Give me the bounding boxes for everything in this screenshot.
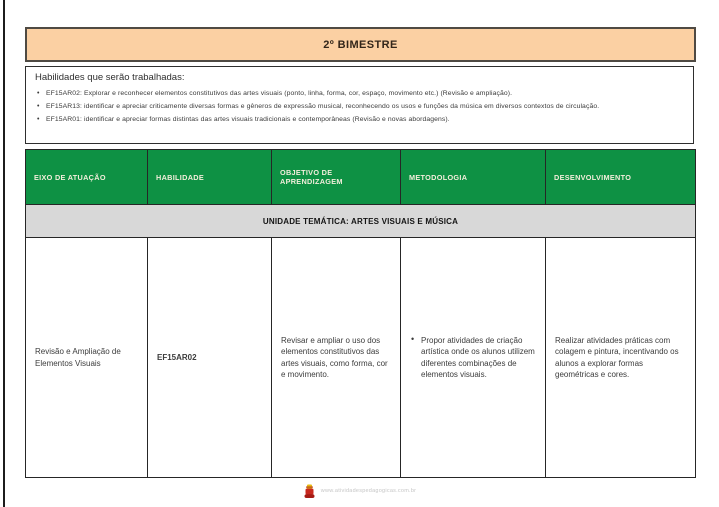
page-edge-line	[3, 0, 5, 507]
skills-section	[25, 66, 694, 144]
column-header-habilidade: HABILIDADE	[148, 150, 272, 205]
publisher-logo-icon	[303, 484, 316, 499]
column-header-objetivo: OBJETIVO DE APRENDIZAGEM	[272, 150, 401, 205]
footer-watermark	[0, 483, 719, 499]
thematic-unit-row: UNIDADE TEMÁTICA: ARTES VISUAIS E MÚSICA	[26, 205, 695, 238]
cell-metodologia-bullet: • Propor atividades de criação artística onde os alunos utilizem diferentes combinações de elementos visuais.	[410, 335, 536, 381]
skill-item: • EF15AR02: Explorar e reconhecer elementos constitutivos das artes visuais (ponto, linha, forma, cor, espaço, movimento etc.) (Revisão e ampliação).	[35, 87, 684, 100]
planning-table	[25, 149, 696, 478]
skills-heading: Habilidades que serão trabalhadas:	[35, 72, 185, 83]
cell-habilidade	[148, 238, 272, 477]
watermark-text: www.atividadespedagogicas.com.br	[320, 488, 417, 494]
column-header-metodologia: METODOLOGIA	[401, 150, 546, 205]
cell-objetivo-text: Revisar e ampliar o uso dos elementos constitutivos das artes visuais, como forma, cor e movimento.	[281, 335, 388, 379]
bimester-title: 2º BIMESTRE	[323, 38, 398, 51]
skill-item: • EF15AR13: identificar e apreciar criticamente diversas formas e gêneros de expressão musical, reconhecendo os usos e funções da música em diversos contextos de circulação.	[35, 100, 684, 113]
cell-eixo-text: Revisão e Ampliação de Elementos Visuais	[35, 347, 121, 368]
skills-list	[35, 87, 684, 126]
cell-metodologia	[401, 238, 546, 477]
cell-habilidade-text: EF15AR02	[157, 352, 197, 362]
cell-eixo	[26, 238, 148, 477]
column-header-desenvolvimento: DESENVOLVIMENTO	[546, 150, 695, 205]
skill-item: • EF15AR01: identificar e apreciar formas distintas das artes visuais tradicionais e contemporâneas (Revisão e novas abordagens).	[35, 113, 684, 126]
cell-desenvolvimento	[546, 238, 695, 477]
cell-desenvolvimento-text: Realizar atividades práticas com colagem e pintura, incentivando os alunos a explorar formas geométricas e cores.	[555, 335, 679, 379]
bimester-header	[25, 27, 696, 62]
cell-objetivo	[272, 238, 401, 477]
column-header-eixo: EIXO DE ATUAÇÃO	[26, 150, 148, 205]
